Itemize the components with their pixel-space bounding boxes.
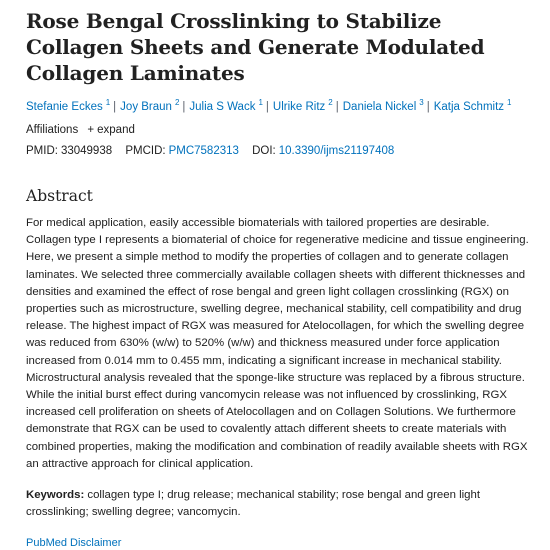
keywords: [26, 487, 486, 521]
author-affiliation-number[interactable]: 1: [507, 98, 512, 108]
pubmed-disclaimer-link[interactable]: PubMed Disclaimer: [26, 537, 122, 550]
affiliations-label: Affiliations: [26, 124, 79, 136]
author-affiliation-number[interactable]: 2: [328, 98, 333, 108]
author-separator: |: [426, 101, 430, 113]
keywords-label: Keywords:: [26, 489, 85, 502]
doi-group: [252, 145, 394, 157]
author-link[interactable]: Katja Schmitz: [433, 101, 505, 113]
expand-affiliations-button[interactable]: [87, 123, 134, 138]
author-link[interactable]: Joy Braun: [120, 101, 172, 113]
article-page: [26, 8, 531, 550]
author-link[interactable]: Stefanie Eckes: [26, 101, 103, 113]
pmcid-group: [125, 145, 242, 157]
expand-label: expand: [97, 124, 135, 136]
pmcid-label: PMCID:: [125, 145, 166, 157]
author-link[interactable]: Julia S Wack: [189, 101, 256, 113]
abstract-heading: Abstract: [26, 187, 93, 205]
disclaimer-row: [26, 536, 531, 550]
pmid-value: 33049938: [60, 145, 113, 157]
author-separator: |: [182, 101, 186, 113]
plus-icon: +: [87, 124, 95, 136]
author-affiliation-number[interactable]: 1: [105, 98, 111, 108]
author-affiliation-number[interactable]: 2: [174, 98, 180, 108]
doi-label: DOI:: [252, 145, 276, 157]
author-affiliation-number[interactable]: 3: [419, 98, 424, 108]
identifiers-row: [26, 144, 531, 159]
author-link[interactable]: Ulrike Ritz: [272, 101, 326, 113]
author-affiliation-number[interactable]: 1: [258, 98, 263, 108]
abstract-text: For medical application, easily accessible biomaterials with tailored properties are desirable. Collagen type I represents a biomaterial of choice for regenerative medicine and tissue engineering. Here, we present a simple method to modify the properties of collagen and to generate collagen laminates. We selected three commercially available collagen sheets with different thicknesses and densities and examined the effect of rose bengal and green light collagen crosslinking (RGX) on properties such as microstructure, swelling degree, mechanical stability, cell compatibility and drug release. The highest impact of RGX was measured for Atelocollagen, for which the swelling degree was reduced from 630% (w/w) to 520% (w/w) and thickness measured under force application increased from 0.014 mm to 0.455 mm, indicating a significant increase in mechanical stability. Microstructural analysis revealed that the sponge-like structure was replaced by a fibrous structure. While the initial burst effect during vancomycin release was not influenced by crosslinking, RGX increased cell proliferation on sheets of Atelocollagen and on Collagen Solutions. We furthermore demonstrate that RGX can be used to covalently attach different sheets to create materials with combined properties, making the modification and combination of readily available sheets with RGX an attractive approach for clinical application.: [26, 217, 529, 470]
author-separator: |: [335, 101, 339, 113]
pmid-group: [26, 145, 115, 157]
author-link[interactable]: Daniela Nickel: [342, 101, 417, 113]
author-separator: |: [113, 101, 117, 113]
author-separator: |: [265, 101, 269, 113]
pmcid-link[interactable]: PMC7582313: [168, 145, 239, 157]
author-list: [26, 99, 531, 115]
affiliations-row: [26, 123, 531, 138]
doi-link[interactable]: 10.3390/ijms21197408: [278, 145, 395, 157]
pmid-label: PMID:: [26, 145, 58, 157]
keywords-list: collagen type I; drug release; mechanical stability; rose bengal and green light crosslinking; swelling degree; vancomycin.: [26, 489, 480, 519]
article-title: Rose Bengal Crosslinking to Stabilize Collagen Sheets and Generate Modulated Collagen Laminates: [26, 9, 485, 85]
